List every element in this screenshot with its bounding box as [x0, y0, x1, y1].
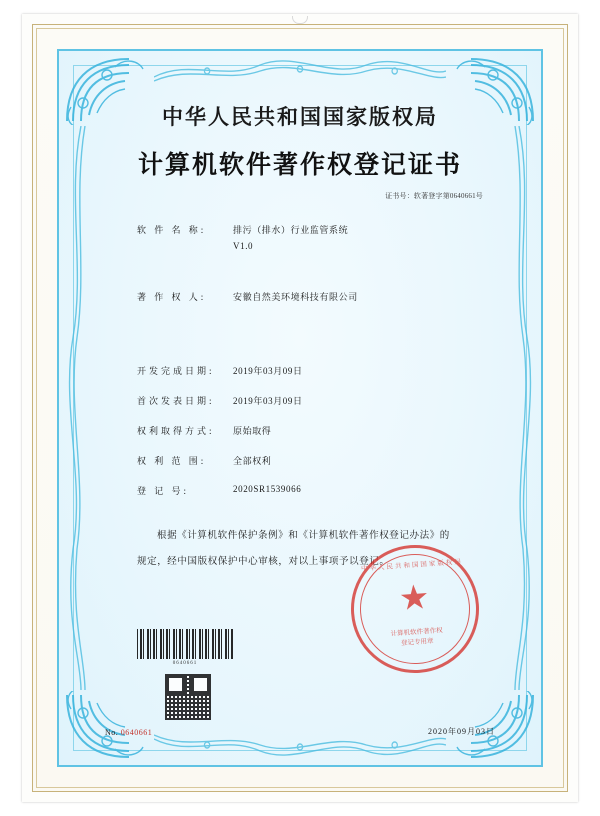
field-label: 权利取得方式: [137, 426, 215, 436]
field-row-first-publication-date [137, 394, 501, 407]
field-row-copyright-owner [137, 290, 501, 303]
field-value: 原始取得 [233, 426, 272, 436]
legal-statement-line-1: 根据《计算机软件保护条例》和《计算机软件著作权登记办法》的 [157, 531, 450, 541]
field-value: 2020SR1539066 [233, 484, 302, 494]
seal-bottom-line-2: 登记专用章 [400, 637, 434, 648]
gold-border-frame [32, 24, 568, 792]
field-row-registration-number [137, 484, 501, 497]
seal-star-icon: ★ [397, 579, 431, 619]
field-value: 安徽自然美环境科技有限公司 [233, 292, 358, 302]
field-value [233, 223, 348, 251]
field-value: 2019年03月09日 [233, 366, 303, 376]
barcode-number: 0640661 [172, 661, 198, 666]
footer-serial-value: 0640661 [120, 728, 153, 737]
seal-bottom-line-1: 计算机软件著作权 [390, 627, 443, 638]
field-value-version: V1.0 [233, 241, 254, 251]
seal-top-text: 中华人民共和国国家版权局 [360, 558, 464, 573]
field-gap-3 [137, 342, 501, 364]
certificate-main-title: 计算机软件著作权登记证书 [137, 150, 462, 179]
field-value-main: 排污（排水）行业监管系统 [233, 225, 349, 235]
footer-serial-number [105, 728, 152, 737]
certificate-number-line: 证书号：软著登字第0640661号 [385, 192, 483, 200]
field-list [99, 223, 501, 497]
field-value: 全部权利 [233, 456, 272, 466]
page-top-notch [292, 16, 308, 24]
field-label: 软 件 名 称: [137, 225, 207, 235]
qr-code-icon [165, 674, 211, 720]
code-block [137, 629, 233, 720]
field-row-rights-scope [137, 454, 501, 467]
certificate-content [99, 101, 501, 575]
ornament-edge-left-icon [65, 126, 87, 690]
field-label: 权 利 范 围: [137, 456, 207, 466]
legal-statement-line-2: 规定，经中国版权保护中心审核，对以上事项予以登记。 [137, 557, 390, 567]
ornament-edge-top-icon [154, 57, 446, 83]
field-value: 2019年03月09日 [233, 396, 303, 406]
footer-serial-label: No. [105, 728, 119, 737]
footer-issue-date: 2020年09月03日 [428, 727, 495, 736]
issuing-organization-title: 中华人民共和国国家版权局 [162, 104, 438, 129]
field-label: 登 记 号: [137, 486, 190, 496]
field-row-acquisition-method [137, 424, 501, 437]
field-gap-2 [137, 320, 501, 342]
field-row-development-date [137, 364, 501, 377]
ornament-edge-right-icon [513, 126, 535, 690]
certificate-footer [105, 726, 495, 737]
field-label: 著 作 权 人: [137, 292, 207, 302]
certificate-body [57, 49, 543, 767]
field-gap-1 [137, 268, 501, 290]
barcode-icon [137, 629, 233, 659]
paper-sheet [22, 14, 578, 802]
field-row-software-name [137, 223, 501, 251]
field-label: 首次发表日期: [137, 396, 215, 406]
field-label: 开发完成日期: [137, 366, 215, 376]
